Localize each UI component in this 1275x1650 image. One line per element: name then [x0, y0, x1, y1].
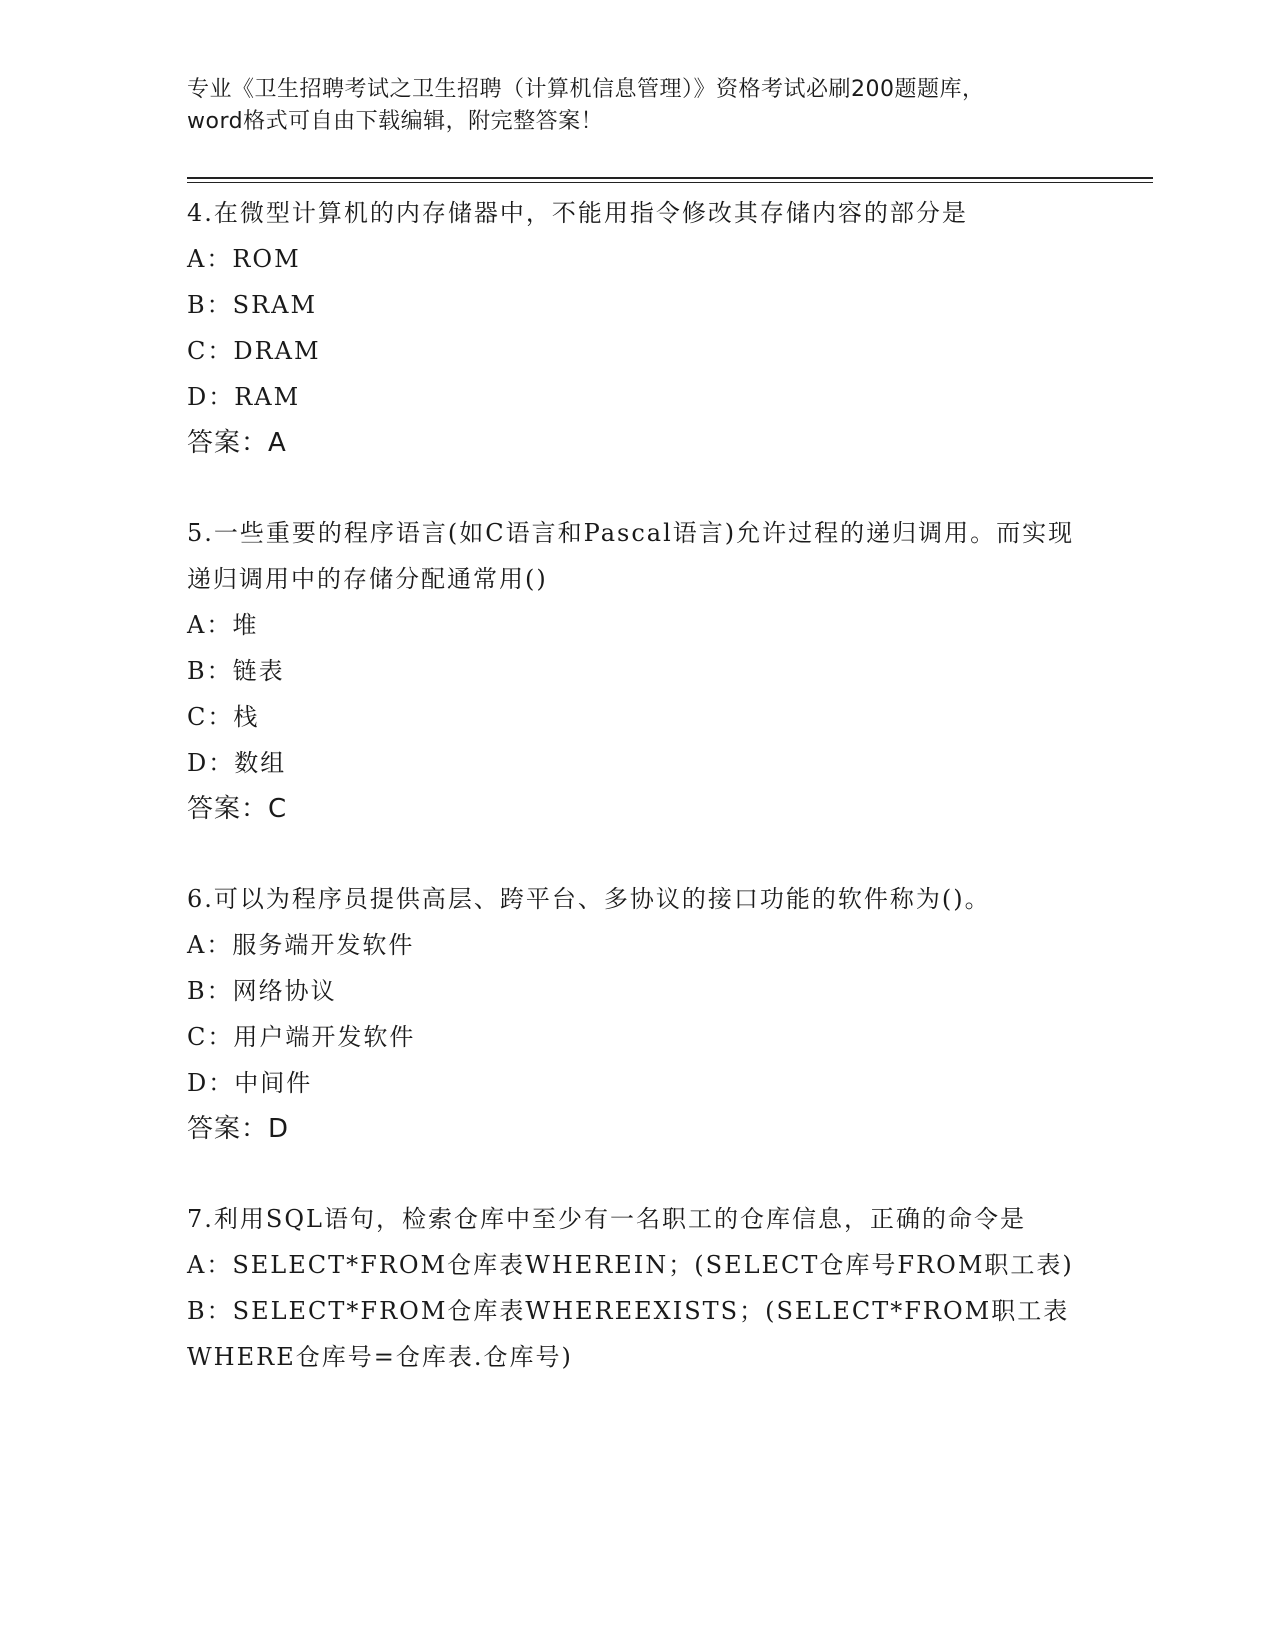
option-a: A：ROM: [187, 245, 301, 273]
document-header: [187, 74, 1087, 138]
option-c: C：DRAM: [187, 337, 321, 365]
question-stem: 6.可以为程序员提供高层、跨平台、多协议的接口功能的软件称为()。: [187, 885, 991, 913]
question-stem: 5.一些重要的程序语言(如C语言和Pascal语言)允许过程的递归调用。而实现递归调用中的存储分配通常用(): [187, 519, 1075, 593]
question-6: [187, 876, 1087, 1152]
option-b: B：SELECT*FROM仓库表WHEREEXISTS；(SELECT*FROM职工表WHERE仓库号=仓库表.仓库号): [187, 1297, 1070, 1371]
question-4: [187, 190, 1087, 466]
answer-line: 答案：C: [187, 794, 288, 824]
header-title-line-2: word格式可自由下载编辑，附完整答案！: [187, 109, 604, 134]
option-d: D：RAM: [187, 383, 301, 411]
option-b: B：链表: [187, 657, 285, 685]
question-list: [187, 190, 1087, 1424]
option-b: B：网络协议: [187, 977, 337, 1005]
option-b: B：SRAM: [187, 291, 318, 319]
question-5: [187, 510, 1087, 832]
question-stem: 4.在微型计算机的内存储器中，不能用指令修改其存储内容的部分是: [187, 199, 968, 227]
option-c: C：用户端开发软件: [187, 1023, 416, 1051]
header-divider: [187, 177, 1153, 183]
header-title-line-1: 专业《卫生招聘考试之卫生招聘（计算机信息管理）》资格考试必刷200题题库，: [187, 77, 985, 102]
option-a: A：堆: [187, 611, 259, 639]
option-d: D：数组: [187, 749, 287, 777]
option-a: A：SELECT*FROM仓库表WHEREIN；(SELECT仓库号FROM职工表): [187, 1251, 1074, 1279]
answer-line: 答案：A: [187, 428, 287, 458]
option-c: C：栈: [187, 703, 260, 731]
question-stem: 7.利用SQL语句，检索仓库中至少有一名职工的仓库信息，正确的命令是: [187, 1205, 1026, 1233]
option-d: D：中间件: [187, 1069, 313, 1097]
option-a: A：服务端开发软件: [187, 931, 415, 959]
question-7: [187, 1196, 1087, 1380]
answer-line: 答案：D: [187, 1114, 290, 1144]
